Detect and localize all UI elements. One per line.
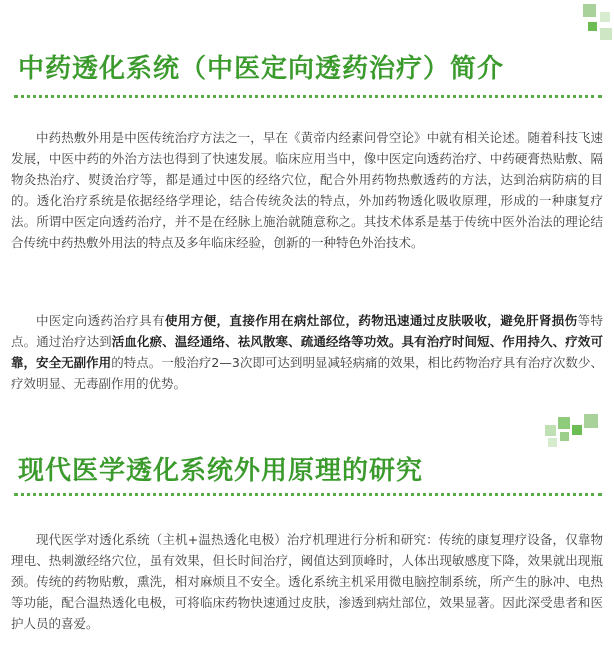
section1-dotted-divider (14, 95, 602, 98)
decorative-square (583, 4, 596, 17)
decorative-square (560, 432, 569, 441)
paragraph-text: 等特点。通过治疗达到 (11, 313, 603, 349)
decorative-square (548, 438, 557, 447)
section2-dotted-divider (14, 493, 602, 496)
section1-paragraph-1: 中药热敷外用是中医传统治疗方法之一，早在《黄帝内经素问骨空论》中就有相关论述。随着科技飞速发展，中医中药的外治方法也得到了快速发展。临床应用当中，像中医定向透药治疗、中药硬膏热贴敷、隔物灸热治疗、熨烫治疗等，都是通过中医的经络穴位，配合外用药物热敷透药的方法，达到治病防病的目的。透化治疗系统是依据经络学理论，结合传统灸法的特点，外加药物透化吸收原理，形成的一种康复疗法。所谓中医定向透药治疗，并不是在经脉上施治就随意称之。其技术体系是基于传统中医外治法的理论结合传统中药热敷外用法的特点及多年临床经验，创新的一种特色外治技术。 (11, 130, 603, 250)
decorative-square (572, 425, 582, 435)
decorative-square (588, 22, 597, 31)
paragraph-bold-text: 使用方便，直接作用在病灶部位，药物迅速通过皮肤吸收，避免肝肾损伤 (164, 313, 578, 328)
paragraph-text: 中医定向透药治疗具有 (36, 313, 165, 328)
decorative-square (584, 414, 598, 428)
paragraph-text: 的特点。一般治疗2—3次即可达到明显减轻病痛的效果，相比药物治疗具有治疗次数少、疗效明显、无毒副作用的优势。 (11, 355, 603, 391)
section1-paragraph-2 (11, 310, 603, 394)
paragraph-bold-text: 活血化瘀、温经通络、祛风散寒、疏通经络等功效。具有治疗时间短、作用持久、疗效可靠，安全无副作用 (11, 334, 603, 370)
section2-title: 现代医学透化系统外用原理的研究 (18, 456, 424, 486)
decorative-square (558, 417, 570, 429)
decorative-square (600, 12, 610, 22)
section1-title: 中药透化系统（中医定向透药治疗）简介 (18, 54, 505, 84)
section2-paragraph-1: 现代医学对透化系统（主机+温热透化电极）治疗机理进行分析和研究：传统的康复理疗设备，仅靠物理电、热刺激经络穴位，虽有效果，但长时间治疗，阈值达到顶峰时，人体出现敏感度下降，效果就出现瓶颈。传统的药物贴敷，熏洗，相对麻烦且不安全。透化系统主机采用微电脑控制系统，所产生的脉冲、电热等功能，配合温热透化电极，可将临床药物快速通过皮肤，渗透到病灶部位，效果显著。因此深受患者和医护人员的喜爱。 (11, 532, 603, 631)
decorative-square (600, 28, 612, 40)
decorative-square (545, 425, 556, 436)
